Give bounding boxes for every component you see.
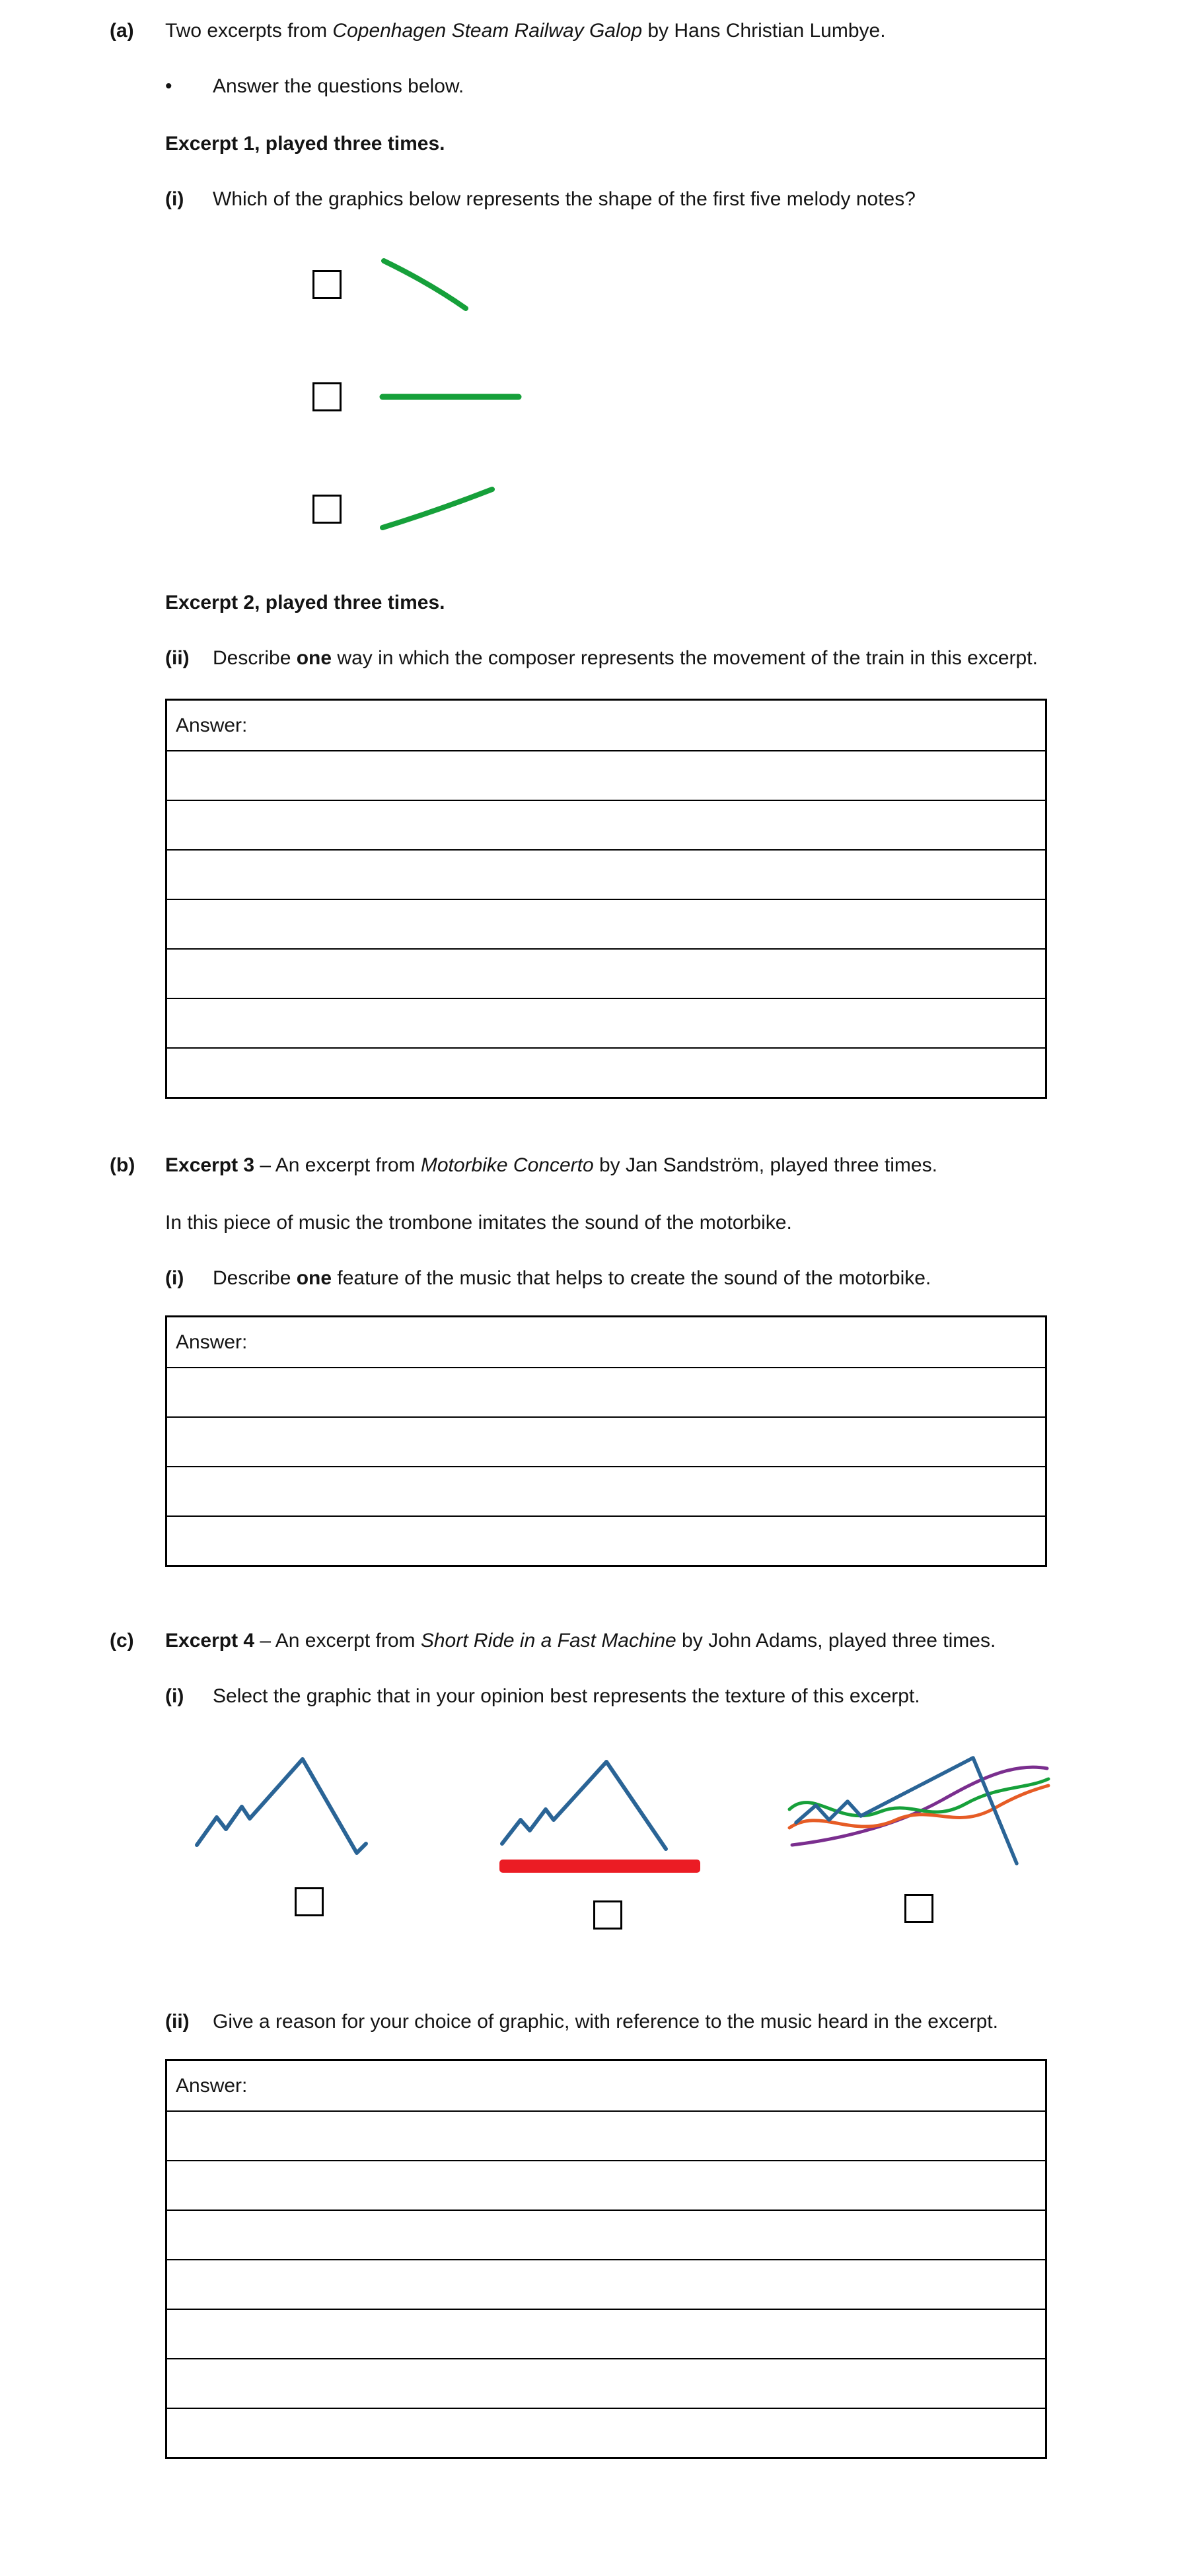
texture-graphic-line-with-bar bbox=[495, 1746, 720, 1878]
answer-line[interactable] bbox=[167, 1466, 1045, 1515]
horizontal-line-graphic bbox=[379, 382, 523, 411]
question-b-label: (b) bbox=[110, 1154, 135, 1176]
question-a-intro bbox=[165, 17, 1051, 45]
answer-label: Answer: bbox=[176, 714, 248, 736]
question-b-body bbox=[165, 1152, 1051, 1567]
part-ii-text-pre: Describe bbox=[213, 647, 297, 669]
part-i-label: (i) bbox=[165, 1685, 184, 1707]
part-i-label: (i) bbox=[165, 1267, 184, 1289]
question-c-heading bbox=[165, 1627, 1051, 1655]
texture-checkbox-3[interactable] bbox=[904, 1894, 933, 1923]
part-i-text bbox=[213, 1265, 1052, 1292]
heading-post: by Jan Sandström, played three times. bbox=[593, 1154, 937, 1176]
answer-line[interactable] bbox=[167, 2358, 1045, 2408]
bullet-row bbox=[165, 73, 1051, 100]
question-a-body bbox=[165, 17, 1051, 1099]
option-checkbox-horizontal[interactable] bbox=[312, 382, 342, 411]
answer-line[interactable] bbox=[167, 2210, 1045, 2259]
question-c bbox=[110, 1627, 1201, 2459]
texture-option-1 bbox=[190, 1746, 428, 1930]
work-title: Short Ride in a Fast Machine bbox=[420, 1630, 676, 1652]
part-i-text: Select the graphic that in your opinion best represents the texture of this excerpt. bbox=[213, 1685, 920, 1707]
answer-line[interactable] bbox=[167, 2408, 1045, 2457]
option-row-descending bbox=[165, 254, 1051, 315]
answer-label: Answer: bbox=[176, 2074, 248, 2097]
texture-option-3 bbox=[787, 1746, 1051, 1930]
answer-line[interactable] bbox=[167, 2110, 1045, 2160]
question-c-part-ii bbox=[165, 2008, 1051, 2036]
answer-box-c[interactable] bbox=[165, 2059, 1047, 2459]
option-checkbox-ascending[interactable] bbox=[312, 495, 342, 524]
part-i-text: Which of the graphics below represents the shape of the first five melody notes? bbox=[213, 188, 916, 210]
answer-line[interactable] bbox=[167, 1515, 1045, 1565]
excerpt-3-bold: Excerpt 3 bbox=[165, 1154, 255, 1176]
mountain-line bbox=[502, 1762, 666, 1849]
answer-line[interactable] bbox=[167, 1367, 1045, 1416]
excerpt-1-heading: Excerpt 1, played three times. bbox=[165, 133, 445, 155]
descending-line bbox=[384, 261, 466, 308]
descending-line-graphic bbox=[379, 254, 471, 315]
part-ii-text: Give a reason for your choice of graphic, with reference to the music heard in the excerpt. bbox=[213, 2011, 998, 2033]
part-i-text-post: feature of the music that helps to create the sound of the motorbike. bbox=[332, 1267, 931, 1289]
question-b-paragraph: In this piece of music the trombone imitates the sound of the motorbike. bbox=[165, 1212, 792, 1234]
texture-checkbox-1[interactable] bbox=[295, 1887, 324, 1916]
texture-checkbox-2[interactable] bbox=[593, 1900, 622, 1930]
question-b-heading bbox=[165, 1152, 1051, 1179]
work-title: Copenhagen Steam Railway Galop bbox=[332, 20, 643, 42]
answer-line[interactable] bbox=[167, 1416, 1045, 1466]
part-i-label: (i) bbox=[165, 188, 184, 210]
excerpt-4-bold: Excerpt 4 bbox=[165, 1630, 255, 1652]
texture-graphic-single-line bbox=[190, 1746, 428, 1865]
question-b-part-i bbox=[165, 1265, 1051, 1292]
mountain-line bbox=[197, 1759, 366, 1853]
intro-text-pre: Two excerpts from bbox=[165, 20, 333, 42]
answer-line[interactable] bbox=[167, 2309, 1045, 2358]
answer-line[interactable] bbox=[167, 750, 1045, 800]
option-row-ascending bbox=[165, 479, 1051, 540]
part-ii-label: (ii) bbox=[165, 2011, 190, 2033]
question-c-part-i bbox=[165, 1683, 1051, 1710]
answer-line[interactable] bbox=[167, 849, 1045, 899]
excerpt-2-heading: Excerpt 2, played three times. bbox=[165, 592, 445, 613]
answer-line[interactable] bbox=[167, 998, 1045, 1047]
part-ii-text-bold: one bbox=[296, 647, 332, 669]
question-a-part-ii bbox=[165, 644, 1051, 672]
work-title: Motorbike Concerto bbox=[420, 1154, 594, 1176]
answer-line[interactable] bbox=[167, 948, 1045, 998]
heading-mid: – An excerpt from bbox=[254, 1630, 421, 1652]
bullet-text: Answer the questions below. bbox=[213, 75, 464, 97]
question-a-part-i bbox=[165, 186, 1051, 213]
answer-line[interactable] bbox=[167, 800, 1045, 849]
red-drone-bar bbox=[499, 1860, 700, 1873]
question-a-label: (a) bbox=[110, 20, 134, 42]
question-a bbox=[110, 17, 1201, 1099]
texture-graphic-options bbox=[165, 1746, 1051, 1930]
answer-label: Answer: bbox=[176, 1331, 248, 1353]
ascending-line-graphic bbox=[379, 479, 496, 540]
heading-mid: – An excerpt from bbox=[254, 1154, 421, 1176]
ascending-line bbox=[382, 489, 492, 528]
question-c-label: (c) bbox=[110, 1630, 134, 1652]
part-ii-label: (ii) bbox=[165, 647, 190, 669]
part-i-text-pre: Describe bbox=[213, 1267, 297, 1289]
answer-line[interactable] bbox=[167, 2160, 1045, 2210]
answer-line[interactable] bbox=[167, 2259, 1045, 2309]
part-i-text-bold: one bbox=[296, 1267, 332, 1289]
option-checkbox-descending[interactable] bbox=[312, 270, 342, 299]
texture-option-2 bbox=[495, 1746, 720, 1930]
texture-graphic-multiple-lines bbox=[787, 1746, 1051, 1871]
bullet-icon: • bbox=[165, 75, 172, 97]
heading-post: by John Adams, played three times. bbox=[676, 1630, 996, 1652]
intro-text-post: by Hans Christian Lumbye. bbox=[642, 20, 886, 42]
answer-box-b[interactable] bbox=[165, 1315, 1047, 1567]
option-row-horizontal bbox=[165, 366, 1051, 427]
answer-line[interactable] bbox=[167, 1047, 1045, 1097]
answer-box-a[interactable] bbox=[165, 699, 1047, 1099]
part-ii-text bbox=[213, 644, 1052, 672]
blue-mountain-line bbox=[796, 1758, 1017, 1863]
question-b bbox=[110, 1152, 1201, 1567]
answer-line[interactable] bbox=[167, 899, 1045, 948]
part-ii-text-post: way in which the composer represents the movement of the train in this excerpt. bbox=[332, 647, 1038, 669]
question-c-body bbox=[165, 1627, 1051, 2459]
purple-wave-line bbox=[792, 1767, 1047, 1845]
melody-shape-options bbox=[165, 254, 1051, 540]
